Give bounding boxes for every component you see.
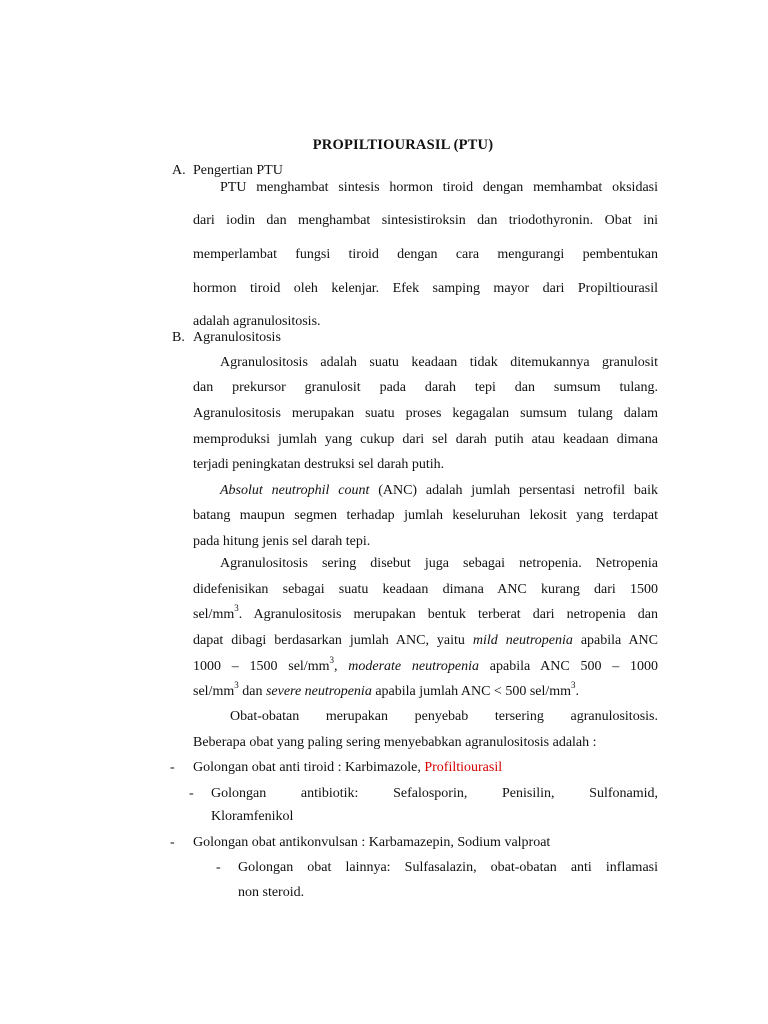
b-p2-line-2: batang maupun segmen terhadap jumlah keseluruhan lekosit yang terdapat <box>193 508 658 523</box>
page-title: PROPILTIOURASIL (PTU) <box>312 137 494 153</box>
anc-italic: Absolut neutrophil count <box>220 483 370 498</box>
b-p1-line-4: memproduksi jumlah yang cukup dari sel darah putih atau keadaan dimana <box>193 432 658 447</box>
list-item-4-line-1: Golongan obat lainnya: Sulfasalazin, obat-obatan anti inflamasi <box>238 860 658 875</box>
b-p3-line-5-a: 1000 – 1500 sel/mm <box>193 659 330 674</box>
section-a-line-4: hormon tiroid oleh kelenjar. Efek samping mayor dari Propiltiourasil <box>193 281 658 296</box>
section-b-heading <box>172 330 281 346</box>
b-p3-line-3 <box>193 603 658 623</box>
superscript: 3 <box>234 680 239 691</box>
unit-text: sel/mm <box>193 607 235 622</box>
b-p3-line-5 <box>193 655 658 675</box>
b-p3-line-4 <box>193 633 658 649</box>
superscript: 3 <box>234 603 239 614</box>
b-p1-line-5: terjadi peningkatan destruksi sel darah putih. <box>193 457 445 472</box>
list-dash: - <box>216 860 221 875</box>
highlighted-drug: Profiltiourasil <box>424 760 503 775</box>
b-p3-line-6-a: sel/mm <box>193 684 235 699</box>
b-p2-line-1 <box>220 483 658 499</box>
b-p3-line-5-b: , <box>333 659 349 674</box>
section-a-line-2: dari iodin dan menghambat sintesistiroksin dan triodothyronin. Obat ini <box>193 213 658 228</box>
list-item-2-line-1: Golongan antibiotik: Sefalosporin, Penisilin, Sulfonamid, <box>211 786 658 801</box>
b-p4-line-2: Beberapa obat yang paling sering menyebabkan agranulositosis adalah : <box>193 735 597 750</box>
b-p4-line-1: Obat-obatan merupakan penyebab tersering agranulositosis. <box>230 709 658 724</box>
b-p3-line-4-b: apabila ANC <box>572 633 659 648</box>
b-p3-line-2: didefenisikan sebagai suatu keadaan dimana ANC kurang dari 1500 <box>193 582 658 597</box>
section-b-title: Agranulositosis <box>193 330 281 345</box>
b-p1-line-2: dan prekursor granulosit pada darah tepi dan sumsum tulang. <box>193 380 658 395</box>
severe-neutropenia-italic: severe neutropenia <box>265 684 372 699</box>
list-item-1-text: Golongan obat anti tiroid : Karbimazole, <box>193 760 425 775</box>
b-p3-line-5-c: apabila ANC 500 – 1000 <box>479 659 658 674</box>
b-p1-line-3: Agranulositosis merupakan suatu proses kegagalan sumsum tulang dalam <box>193 406 658 421</box>
list-item-2-line-2: Kloramfenikol <box>211 809 294 824</box>
list-dash: - <box>170 835 175 850</box>
section-a-line-1: PTU menghambat sintesis hormon tiroid dengan memhambat oksidasi <box>220 180 658 195</box>
b-p3-line-6-d: . <box>575 684 580 699</box>
b-p3-line-1: Agranulositosis sering disebut juga sebagai netropenia. Netropenia <box>220 556 658 571</box>
list-item-4-line-2: non steroid. <box>238 885 305 900</box>
b-p3-line-6-c: apabila jumlah ANC < 500 sel/mm <box>371 684 572 699</box>
list-item-3: Golongan obat antikonvulsan : Karbamazepin, Sodium valproat <box>193 835 551 850</box>
b-p3-line-3-rest: . Agranulositosis merupakan bentuk terberat dari netropenia dan <box>238 607 658 622</box>
b-p2-line-1-rest: (ANC) adalah jumlah persentasi netrofil baik <box>369 483 658 498</box>
superscript: 3 <box>571 680 576 691</box>
list-dash: - <box>189 786 194 801</box>
section-a-heading <box>172 163 283 179</box>
list-item-1 <box>193 760 502 776</box>
list-dash: - <box>170 760 175 775</box>
section-a-title: Pengertian PTU <box>193 163 283 178</box>
section-a-line-5: adalah agranulositosis. <box>193 314 321 329</box>
section-b-letter: B. <box>172 330 185 345</box>
section-a-line-3: memperlambat fungsi tiroid dengan cara mengurangi pembentukan <box>193 247 658 262</box>
b-p3-line-4-a: dapat dibagi berdasarkan jumlah ANC, yaitu <box>193 633 473 648</box>
section-a-letter: A. <box>172 163 186 178</box>
b-p3-line-6 <box>193 680 658 700</box>
b-p1-line-1: Agranulositosis adalah suatu keadaan tidak ditemukannya granulosit <box>220 355 658 370</box>
b-p3-line-6-b: dan <box>238 684 266 699</box>
mild-neutropenia-italic: mild neutropenia <box>472 633 573 648</box>
superscript: 3 <box>329 655 334 666</box>
moderate-neutropenia-italic: moderate neutropenia <box>348 659 480 674</box>
b-p2-line-3: pada hitung jenis sel darah tepi. <box>193 534 371 549</box>
